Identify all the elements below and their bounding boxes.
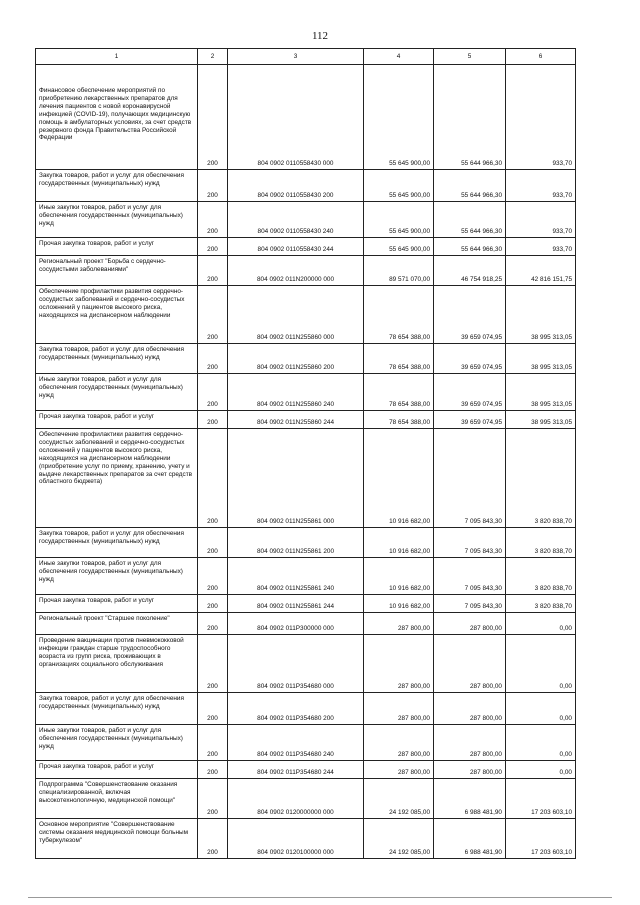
row-col6-value: 0,00: [506, 613, 576, 635]
row-col6-value: 0,00: [506, 761, 576, 779]
row-col4-value: 10 916 682,00: [364, 558, 434, 595]
row-admin-code: 200: [198, 344, 228, 374]
row-classification-code: 804 0902 011N255860 200: [228, 344, 364, 374]
row-admin-code: 200: [198, 256, 228, 286]
row-col6-value: 0,00: [506, 635, 576, 693]
budget-table: [35, 48, 576, 859]
row-col6-value: 3 820 838,70: [506, 528, 576, 558]
row-col6-value: 17 203 603,10: [506, 819, 576, 859]
row-col4-value: 10 916 682,00: [364, 528, 434, 558]
table-row: [36, 558, 576, 595]
table-row: [36, 595, 576, 613]
row-admin-code: 200: [198, 725, 228, 761]
row-col6-value: 933,70: [506, 65, 576, 170]
row-col4-value: 78 654 388,00: [364, 344, 434, 374]
row-col6-value: 3 820 838,70: [506, 595, 576, 613]
row-admin-code: 200: [198, 374, 228, 411]
row-name: Иные закупки товаров, работ и услуг для обеспечения государственных (муниципальных) нужд: [36, 558, 198, 595]
row-col5-value: 6 988 481,90: [434, 779, 506, 819]
table-row: [36, 819, 576, 859]
row-col6-value: 38 995 313,05: [506, 374, 576, 411]
page-bottom-rule: [28, 897, 612, 898]
row-name: Закупка товаров, работ и услуг для обеспечения государственных (муниципальных) нужд: [36, 693, 198, 725]
row-col5-value: 39 659 074,95: [434, 344, 506, 374]
table-row: [36, 202, 576, 238]
row-admin-code: 200: [198, 761, 228, 779]
row-admin-code: 200: [198, 286, 228, 344]
row-col5-value: 39 659 074,95: [434, 411, 506, 429]
row-admin-code: 200: [198, 635, 228, 693]
row-admin-code: 200: [198, 65, 228, 170]
row-col4-value: 287 800,00: [364, 725, 434, 761]
row-name: Обеспечение профилактики развития сердечно-сосудистых заболеваний и сердечно-сосудистых осложнений у пациентов высокого риска, находящихся на диспансерном наблюдении (приобретение услуг по приему, хранению, учету и выдаче лекарственных препаратов за счет средств областного бюджета): [36, 429, 198, 528]
header-col-6: 6: [506, 49, 576, 65]
row-admin-code: 200: [198, 779, 228, 819]
row-col6-value: 3 820 838,70: [506, 429, 576, 528]
row-name: Подпрограмма "Совершенствование оказания специализированной, включая высокотехнологичную, медицинской помощи": [36, 779, 198, 819]
row-name: Региональный проект "Старшее поколение": [36, 613, 198, 635]
row-admin-code: 200: [198, 558, 228, 595]
row-classification-code: 804 0902 011P354680 244: [228, 761, 364, 779]
row-admin-code: 200: [198, 170, 228, 202]
row-classification-code: 804 0902 011N255861 000: [228, 429, 364, 528]
row-col6-value: 933,70: [506, 170, 576, 202]
row-name: Иные закупки товаров, работ и услуг для обеспечения государственных (муниципальных) нужд: [36, 725, 198, 761]
row-name: Проведение вакцинации против пневмококковой инфекции граждан старше трудоспособного возраста из групп риска, проживающих в организациях социального обслуживания: [36, 635, 198, 693]
header-col-3: 3: [228, 49, 364, 65]
row-col5-value: 287 800,00: [434, 613, 506, 635]
row-classification-code: 804 0902 011P354680 000: [228, 635, 364, 693]
table-row: [36, 635, 576, 693]
row-admin-code: 200: [198, 528, 228, 558]
row-col5-value: 287 800,00: [434, 761, 506, 779]
row-col5-value: 55 644 966,30: [434, 170, 506, 202]
row-col6-value: 17 203 603,10: [506, 779, 576, 819]
table-row: [36, 344, 576, 374]
row-col5-value: 39 659 074,95: [434, 374, 506, 411]
row-col4-value: 10 916 682,00: [364, 595, 434, 613]
row-col6-value: 3 820 838,70: [506, 558, 576, 595]
row-classification-code: 804 0902 011N200000 000: [228, 256, 364, 286]
row-name: Основное мероприятие "Совершенствование системы оказания медицинской помощи больным туберкулезом": [36, 819, 198, 859]
row-classification-code: 804 0902 011P354680 240: [228, 725, 364, 761]
row-admin-code: 200: [198, 613, 228, 635]
header-col-1: 1: [36, 49, 198, 65]
row-col5-value: 287 800,00: [434, 693, 506, 725]
row-col5-value: 6 988 481,90: [434, 819, 506, 859]
table-row: [36, 779, 576, 819]
row-classification-code: 804 0902 011N255860 000: [228, 286, 364, 344]
table-row: [36, 411, 576, 429]
row-name: Закупка товаров, работ и услуг для обеспечения государственных (муниципальных) нужд: [36, 344, 198, 374]
row-col4-value: 287 800,00: [364, 613, 434, 635]
row-admin-code: 200: [198, 429, 228, 528]
row-col5-value: 287 800,00: [434, 635, 506, 693]
row-col4-value: 78 654 388,00: [364, 411, 434, 429]
header-col-4: 4: [364, 49, 434, 65]
table-row: [36, 170, 576, 202]
row-admin-code: 200: [198, 202, 228, 238]
row-col6-value: 933,70: [506, 238, 576, 256]
row-classification-code: 804 0902 011N255861 240: [228, 558, 364, 595]
row-name: Прочая закупка товаров, работ и услуг: [36, 595, 198, 613]
row-admin-code: 200: [198, 411, 228, 429]
table-row: [36, 256, 576, 286]
row-name: Прочая закупка товаров, работ и услуг: [36, 238, 198, 256]
row-col5-value: 39 659 074,95: [434, 286, 506, 344]
table-row: [36, 613, 576, 635]
row-name: Иные закупки товаров, работ и услуг для обеспечения государственных (муниципальных) нужд: [36, 374, 198, 411]
row-col5-value: 287 800,00: [434, 725, 506, 761]
row-col6-value: 42 816 151,75: [506, 256, 576, 286]
row-classification-code: 804 0902 011N255861 200: [228, 528, 364, 558]
row-classification-code: 804 0902 011P300000 000: [228, 613, 364, 635]
row-classification-code: 804 0902 011N255861 244: [228, 595, 364, 613]
row-name: Обеспечение профилактики развития сердечно-сосудистых заболеваний и сердечно-сосудистых осложнений у пациентов высокого риска, находящихся на диспансерном наблюдении: [36, 286, 198, 344]
table-row: [36, 286, 576, 344]
row-name: Региональный проект "Борьба с сердечно-сосудистыми заболеваниями": [36, 256, 198, 286]
row-col4-value: 55 645 900,00: [364, 238, 434, 256]
row-name: Прочая закупка товаров, работ и услуг: [36, 411, 198, 429]
row-name: Прочая закупка товаров, работ и услуг: [36, 761, 198, 779]
row-col4-value: 89 571 070,00: [364, 256, 434, 286]
table-row: [36, 374, 576, 411]
row-col4-value: 55 645 900,00: [364, 202, 434, 238]
row-col5-value: 55 644 966,30: [434, 65, 506, 170]
row-classification-code: 804 0902 0110558430 244: [228, 238, 364, 256]
row-col5-value: 55 644 966,30: [434, 238, 506, 256]
row-col5-value: 7 095 843,30: [434, 595, 506, 613]
row-col6-value: 38 995 313,05: [506, 286, 576, 344]
row-col5-value: 7 095 843,30: [434, 558, 506, 595]
table-row: [36, 429, 576, 528]
row-admin-code: 200: [198, 238, 228, 256]
row-col4-value: 287 800,00: [364, 635, 434, 693]
row-col6-value: 38 995 313,05: [506, 411, 576, 429]
row-col6-value: 933,70: [506, 202, 576, 238]
row-classification-code: 804 0902 0110558430 200: [228, 170, 364, 202]
row-classification-code: 804 0902 0110558430 240: [228, 202, 364, 238]
row-col4-value: 10 916 682,00: [364, 429, 434, 528]
row-col4-value: 24 192 085,00: [364, 819, 434, 859]
header-col-5: 5: [434, 49, 506, 65]
table-row: [36, 65, 576, 170]
table-row: [36, 693, 576, 725]
row-col4-value: 55 645 900,00: [364, 170, 434, 202]
row-col4-value: 55 645 900,00: [364, 65, 434, 170]
row-classification-code: 804 0902 0120000000 000: [228, 779, 364, 819]
row-admin-code: 200: [198, 819, 228, 859]
row-name: Закупка товаров, работ и услуг для обеспечения государственных (муниципальных) нужд: [36, 528, 198, 558]
row-col5-value: 7 095 843,30: [434, 528, 506, 558]
page-number: 112: [311, 30, 329, 42]
header-col-2: 2: [198, 49, 228, 65]
row-col6-value: 0,00: [506, 693, 576, 725]
row-col6-value: 38 995 313,05: [506, 344, 576, 374]
row-name: Финансовое обеспечение мероприятий по приобретению лекарственных препаратов для лечения пациентов с новой коронавирусной инфекцией (COVID-19), получающих медицинскую помощь в амбулаторных условиях, за счет средств резервного фонда Правительства Российской Федерации: [36, 65, 198, 170]
row-col5-value: 46 754 918,25: [434, 256, 506, 286]
row-admin-code: 200: [198, 693, 228, 725]
row-col5-value: 55 644 966,30: [434, 202, 506, 238]
row-classification-code: 804 0902 0110558430 000: [228, 65, 364, 170]
table-header-row: [36, 49, 576, 65]
row-name: Иные закупки товаров, работ и услуг для обеспечения государственных (муниципальных) нужд: [36, 202, 198, 238]
row-col4-value: 287 800,00: [364, 693, 434, 725]
row-classification-code: 804 0902 011P354680 200: [228, 693, 364, 725]
row-admin-code: 200: [198, 595, 228, 613]
row-classification-code: 804 0902 011N255860 240: [228, 374, 364, 411]
row-classification-code: 804 0902 011N255860 244: [228, 411, 364, 429]
table-row: [36, 725, 576, 761]
row-col6-value: 0,00: [506, 725, 576, 761]
row-classification-code: 804 0902 0120100000 000: [228, 819, 364, 859]
row-col4-value: 78 654 388,00: [364, 286, 434, 344]
row-col4-value: 78 654 388,00: [364, 374, 434, 411]
row-name: Закупка товаров, работ и услуг для обеспечения государственных (муниципальных) нужд: [36, 170, 198, 202]
row-col4-value: 287 800,00: [364, 761, 434, 779]
table-row: [36, 761, 576, 779]
table-row: [36, 238, 576, 256]
table-row: [36, 528, 576, 558]
row-col5-value: 7 095 843,30: [434, 429, 506, 528]
row-col4-value: 24 192 085,00: [364, 779, 434, 819]
